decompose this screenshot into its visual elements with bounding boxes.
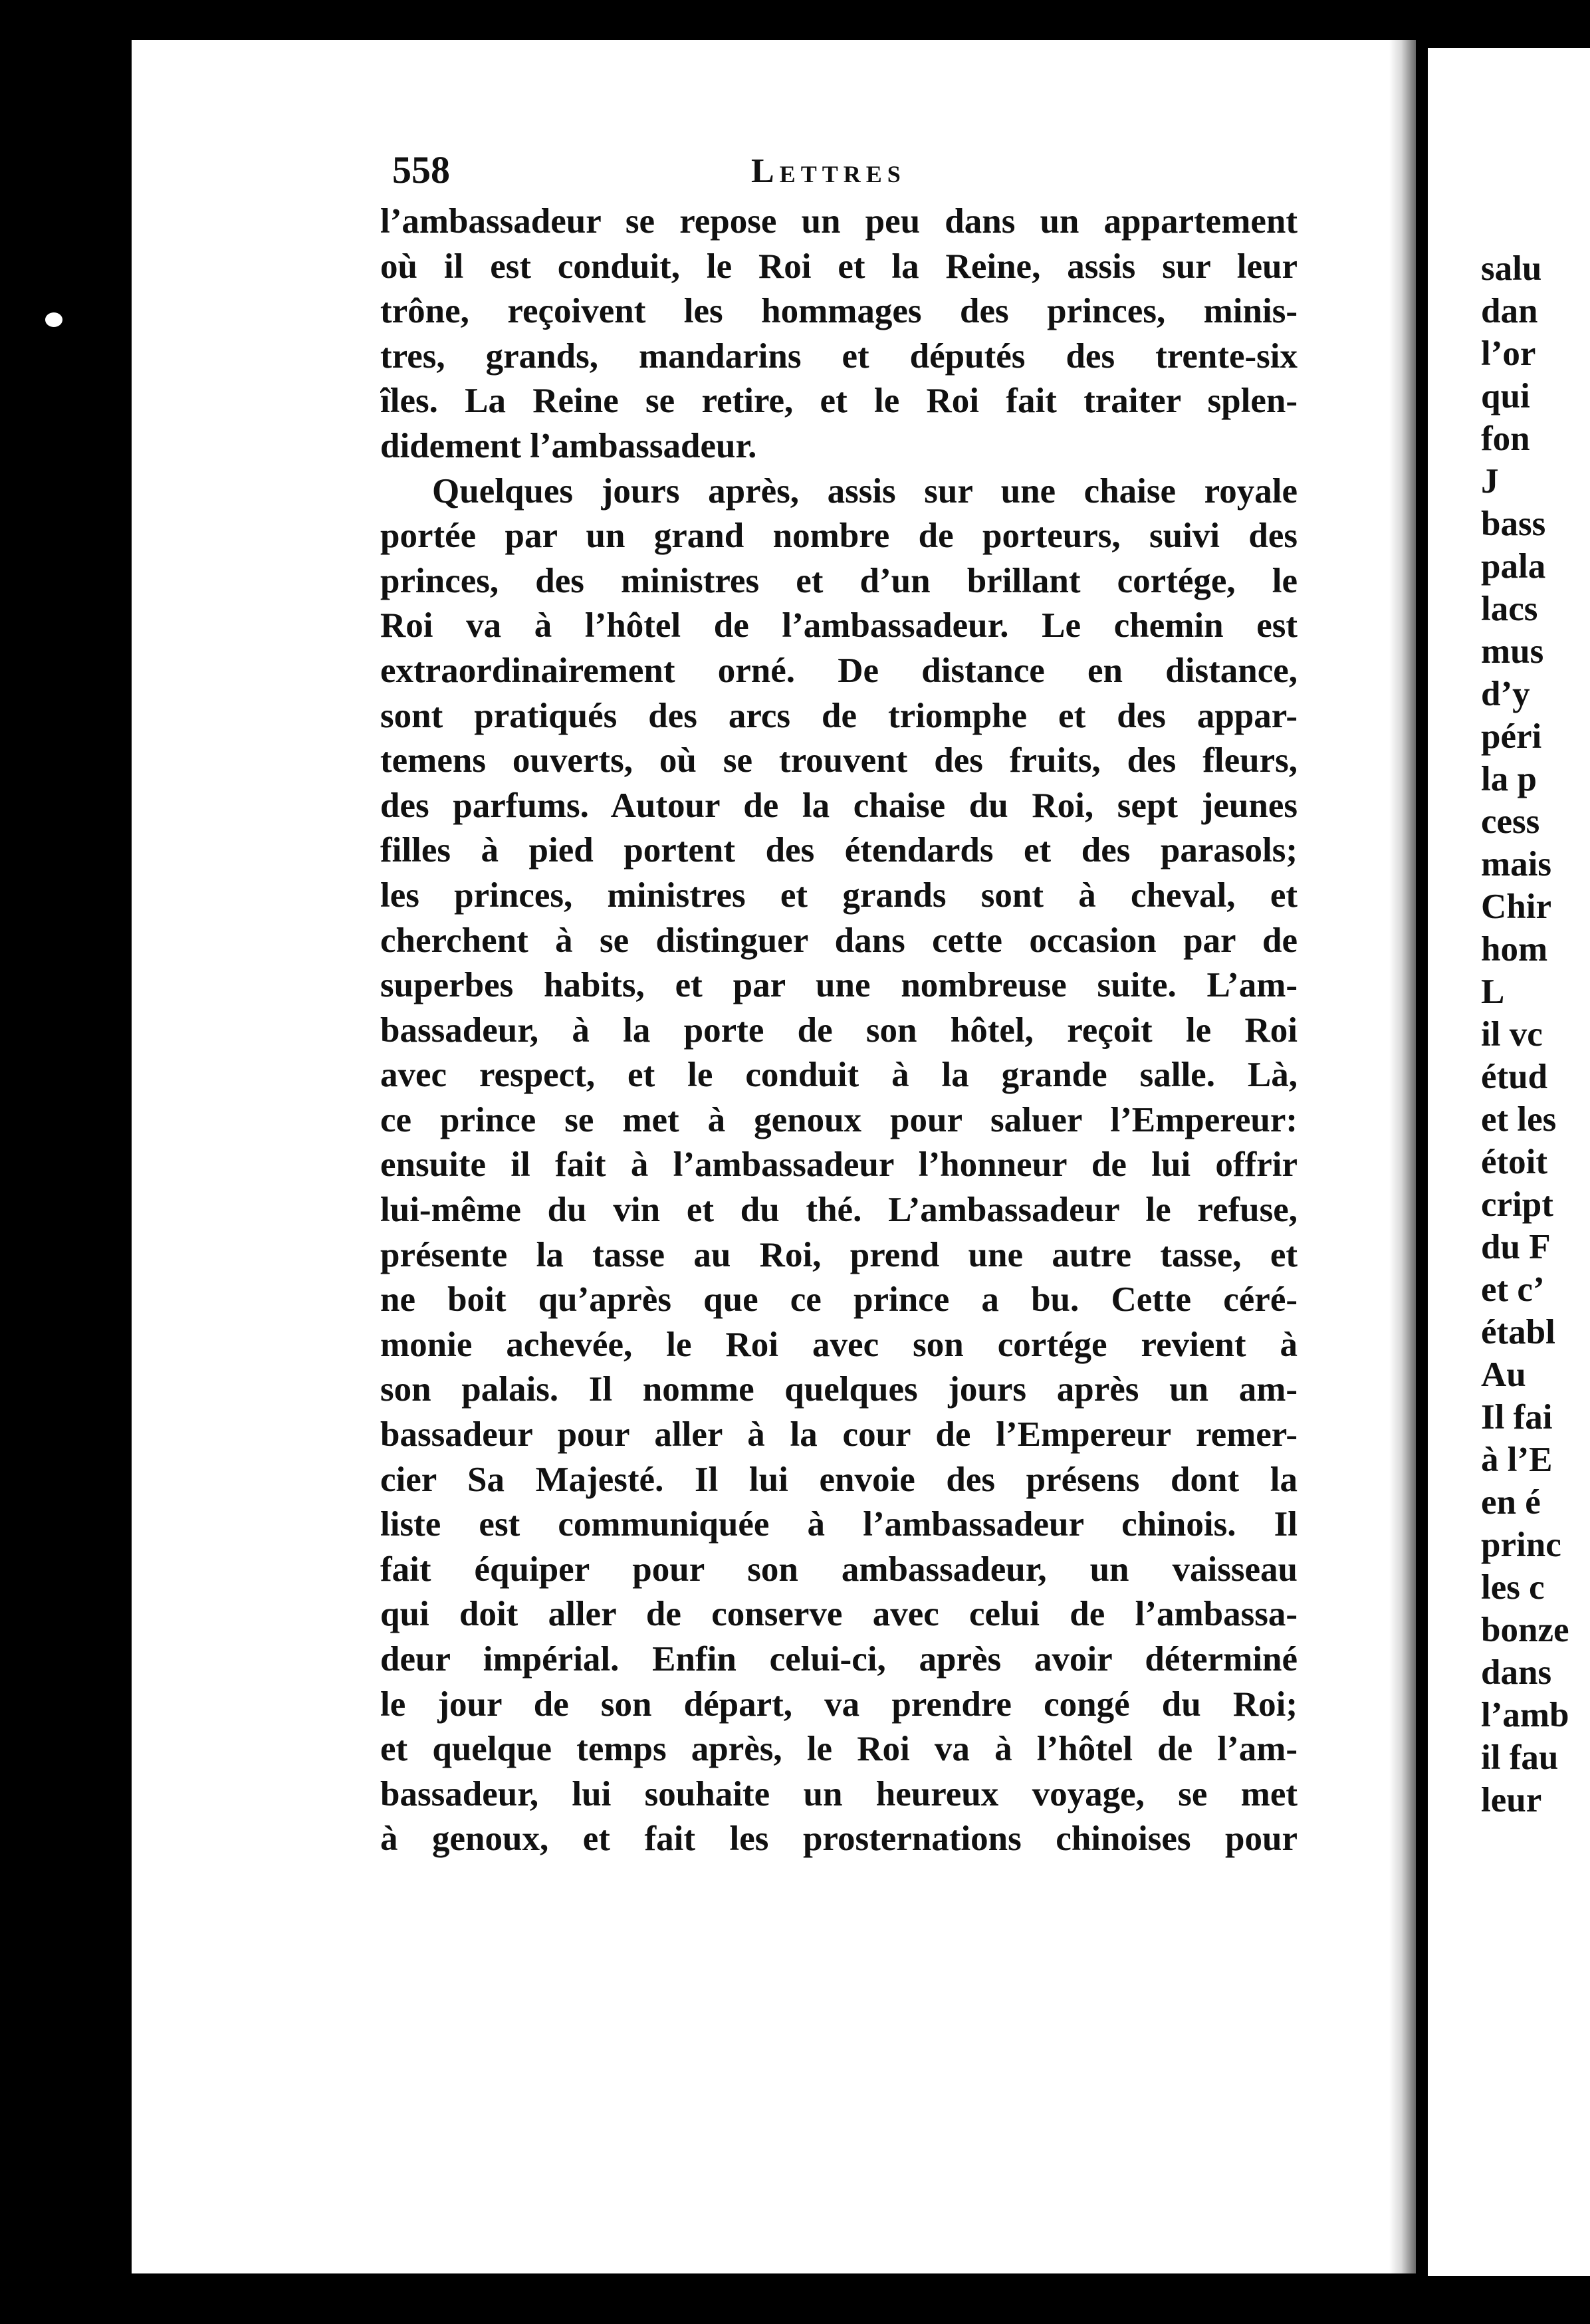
text-line: bassadeur, à la porte de son hôtel, reçoit le Roi xyxy=(380,1010,1298,1050)
right-page-fragment: l’or xyxy=(1481,334,1536,373)
right-page-fragment: bonze xyxy=(1481,1611,1569,1649)
running-head: Lettres xyxy=(751,152,906,190)
margin-speck xyxy=(45,312,62,327)
text-line: princes, des ministres et d’un brillant cortége, le xyxy=(380,561,1298,600)
right-page-fragment: péri xyxy=(1481,717,1542,756)
right-page-fragment: dans xyxy=(1481,1653,1552,1692)
right-page-fragment: mus xyxy=(1481,632,1544,671)
text-line: son palais. Il nomme quelques jours après un am- xyxy=(380,1370,1298,1409)
right-page-fragment: dan xyxy=(1481,292,1538,330)
right-page-fragment: lacs xyxy=(1481,590,1538,628)
text-line: fait équiper pour son ambassadeur, un vaisseau xyxy=(380,1550,1298,1589)
right-page-fragment: cript xyxy=(1481,1185,1553,1224)
text-line: superbes habits, et par une nombreuse suite. L’am- xyxy=(380,966,1298,1005)
right-page-fragment: en é xyxy=(1481,1483,1541,1522)
right-page-fragment: l’amb xyxy=(1481,1696,1569,1734)
right-page-fragment: il vc xyxy=(1481,1015,1543,1054)
right-page-fragment: établ xyxy=(1481,1313,1555,1351)
text-line: portée par un grand nombre de porteurs, suivi des xyxy=(380,517,1298,556)
text-line: filles à pied portent des étendards et des parasols; xyxy=(380,831,1298,870)
text-line: bassadeur, lui souhaite un heureux voyage, se met xyxy=(380,1774,1298,1813)
text-line: trône, reçoivent les hommages des princes, minis- xyxy=(380,292,1298,331)
text-line: extraordinairement orné. De distance en distance, xyxy=(380,651,1298,690)
text-line: Quelques jours après, assis sur une chaise royale xyxy=(432,471,1298,511)
right-page-fragment: salu xyxy=(1481,249,1542,288)
text-line: des parfums. Autour de la chaise du Roi, sept jeunes xyxy=(380,786,1298,825)
right-page-fragment: Il fai xyxy=(1481,1398,1553,1437)
right-page-fragment: il fau xyxy=(1481,1738,1559,1777)
right-page-fragment: et les xyxy=(1481,1100,1557,1139)
text-line: bassadeur pour aller à la cour de l’Empereur remer- xyxy=(380,1415,1298,1454)
text-line: deur impérial. Enfin celui-ci, après avoir déterminé xyxy=(380,1640,1298,1679)
text-line: îles. La Reine se retire, et le Roi fait traiter splen- xyxy=(380,382,1298,421)
page-number: 558 xyxy=(392,148,450,191)
text-line: cier Sa Majesté. Il lui envoie des présens dont la xyxy=(380,1460,1298,1499)
body-text xyxy=(380,199,1298,1862)
text-line: le jour de son départ, va prendre congé du Roi; xyxy=(380,1685,1298,1724)
right-page-fragment: la p xyxy=(1481,760,1537,798)
text-line: ne boit qu’après que ce prince a bu. Cette céré- xyxy=(380,1280,1298,1320)
right-page-fragment: L xyxy=(1481,973,1505,1011)
text-line: sont pratiqués des arcs de triomphe et des appar- xyxy=(380,696,1298,735)
right-page-fragment: pala xyxy=(1481,547,1546,586)
text-line: didement l’ambassadeur. xyxy=(380,426,757,465)
text-line: liste est communiquée à l’ambassadeur chinois. Il xyxy=(380,1505,1298,1544)
text-line: qui doit aller de conserve avec celui de l’ambassa- xyxy=(380,1595,1298,1634)
right-page-fragment: et c’ xyxy=(1481,1270,1545,1309)
right-page-text xyxy=(1481,247,1590,1821)
text-line: avec respect, et le conduit à la grande salle. Là, xyxy=(380,1056,1298,1095)
text-line: temens ouverts, où se trouvent des fruits, des fleurs, xyxy=(380,741,1298,780)
text-line: lui-même du vin et du thé. L’ambassadeur le refuse, xyxy=(380,1191,1298,1230)
text-line: où il est conduit, le Roi et la Reine, assis sur leur xyxy=(380,247,1298,286)
text-line: présente la tasse au Roi, prend une autre tasse, et xyxy=(380,1235,1298,1274)
right-page-fragment: cess xyxy=(1481,802,1540,841)
right-page-fragment: les c xyxy=(1481,1568,1545,1607)
text-line: cherchent à se distinguer dans cette occasion par de xyxy=(380,921,1298,960)
right-page-fragment: à l’E xyxy=(1481,1441,1553,1479)
text-line: et quelque temps après, le Roi va à l’hôtel de l’am- xyxy=(380,1730,1298,1769)
right-page-fragment: J xyxy=(1481,462,1499,501)
right-page-fragment: leur xyxy=(1481,1781,1542,1819)
right-page-fragment: Au xyxy=(1481,1355,1526,1394)
text-line: l’ambassadeur se repose un peu dans un appartement xyxy=(380,202,1298,241)
right-page-fragment: fon xyxy=(1481,419,1530,458)
right-page-fragment: étoit xyxy=(1481,1143,1548,1181)
right-page xyxy=(1428,48,1590,2276)
right-page-fragment: princ xyxy=(1481,1526,1561,1564)
text-line: ce prince se met à genoux pour saluer l’Empereur: xyxy=(380,1100,1298,1139)
text-line: ensuite il fait à l’ambassadeur l’honneur de lui offrir xyxy=(380,1145,1298,1185)
right-page-fragment: hom xyxy=(1481,930,1548,969)
right-page-fragment: qui xyxy=(1481,377,1530,415)
text-line: les princes, ministres et grands sont à cheval, et xyxy=(380,875,1298,915)
right-page-fragment: mais xyxy=(1481,845,1551,883)
page-header xyxy=(392,148,1303,194)
right-page-fragment: étud xyxy=(1481,1058,1548,1096)
right-page-fragment: d’y xyxy=(1481,675,1530,713)
right-page-fragment: Chir xyxy=(1481,887,1551,926)
gutter-shadow xyxy=(1389,40,1416,2273)
right-page-fragment: bass xyxy=(1481,505,1546,543)
text-line: monie achevée, le Roi avec son cortége revient à xyxy=(380,1325,1298,1364)
text-line: tres, grands, mandarins et députés des trente-six xyxy=(380,336,1298,376)
text-line: à genoux, et fait les prosternations chinoises pour xyxy=(380,1819,1298,1859)
right-page-fragment: du F xyxy=(1481,1228,1551,1266)
text-line: Roi va à l’hôtel de l’ambassadeur. Le chemin est xyxy=(380,606,1298,645)
